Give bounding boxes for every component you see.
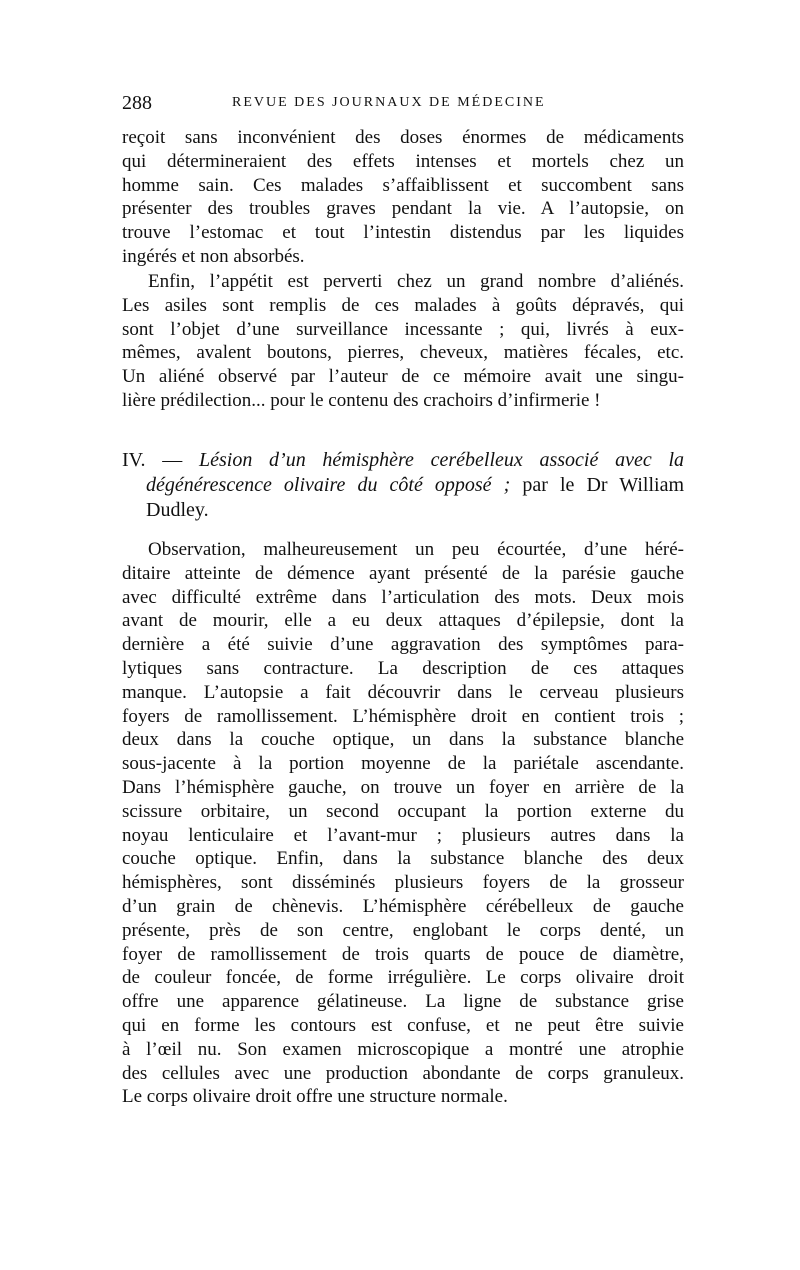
text-line: foyer de ramollissement de trois quarts de pouce de diamètre, [122,943,684,965]
section-author: par le Dr William [522,474,685,496]
text-line: sont l’objet d’une surveillance incessante ; qui, livrés à eux- [122,318,684,340]
paragraph-2 [122,270,684,413]
text-line: deux dans la couche optique, un dans la substance blanche [122,729,684,751]
running-head: REVUE DES JOURNAUX DE MÉDECINE [232,95,546,110]
text-line: Observation, malheureusement un peu écourtée, d’une héré- [148,539,684,560]
page-number: 288 [122,92,152,114]
text-line: offre une apparence gélatineuse. La ligne de substance grise [122,991,684,1013]
heading-line-1 [122,448,684,473]
text-line: reçoit sans inconvénient des doses énormes de médicaments [122,127,684,148]
text-line: Un aliéné observé par l’auteur de ce mémoire avait une singu- [122,366,684,388]
text-line: Dans l’hémisphère gauche, on trouve un foyer en arrière de la [122,776,684,798]
section-number: IV. — [122,449,183,471]
text-line: sous-jacente à la portion moyenne de la pariétale ascendante. [122,753,684,775]
text-line: Enfin, l’appétit est perverti chez un grand nombre d’aliénés. [148,271,684,292]
text-line: foyers de ramollissement. L’hémisphère droit en contient trois ; [122,705,684,727]
text-line: hémisphères, sont disséminés plusieurs foyers de la grosseur [122,872,684,894]
section-heading [122,448,684,523]
text-line: à l’œil nu. Son examen microscopique a montré une atrophie [122,1038,684,1060]
text-line: Les asiles sont remplis de ces malades à goûts dépravés, qui [122,294,684,316]
text-line: homme sain. Ces malades s’affaiblissent et succombent sans [122,174,684,196]
text-line: présente, près de son centre, englobant le corps denté, un [122,919,684,941]
text-line: avec difficulté extrême dans l’articulation des mots. Deux mois [122,586,684,608]
text-line: qui en forme les contours est confuse, et ne peut être suivie [122,1014,684,1036]
section-title-italic-1: Lésion d’un hémisphère cerébelleux associé avec la [198,449,684,471]
paragraph-1 [122,126,684,269]
text-line: trouve l’estomac et tout l’intestin distendus par les liquides [122,222,684,244]
text-line: mêmes, avalent boutons, pierres, cheveux, matières fécales, etc. [122,342,684,364]
text-line: des cellules avec une production abondante de corps granuleux. [122,1062,684,1084]
heading-line-2 [122,473,684,498]
text-line: scissure orbitaire, un second occupant la portion externe du [122,800,684,822]
page-header [122,92,682,116]
text-line: dernière a été suivie d’une aggravation des symptômes para- [122,634,684,656]
text-line: Le corps olivaire droit offre une structure normale. [122,1086,508,1108]
text-line: qui détermineraient des effets intenses et mortels chez un [122,150,684,172]
text-line: ditaire atteinte de démence ayant présenté de la parésie gauche [122,562,684,584]
text-line: lière prédilection... pour le contenu des crachoirs d’infirmerie ! [122,389,601,411]
text-line: ingérés et non absorbés. [122,245,305,267]
text-line: manque. L’autopsie a fait découvrir dans le cerveau plusieurs [122,681,684,703]
text-line: lytiques sans contracture. La description de ces attaques [122,657,684,679]
text-line: d’un grain de chènevis. L’hémisphère cérébelleux de gauche [122,895,684,917]
section-title-italic-2: dégénérescence olivaire du côté opposé ; [146,474,511,496]
text-line: de couleur foncée, de forme irrégulière. Le corps olivaire droit [122,967,684,989]
text-line: présenter des troubles graves pendant la vie. A l’autopsie, on [122,198,684,220]
text-line: avant de mourir, elle a eu deux attaques d’épilepsie, dont la [122,610,684,632]
text-line: couche optique. Enfin, dans la substance blanche des deux [122,848,684,870]
section-author-name: Dudley. [146,499,209,521]
paragraph-3 [122,538,684,1109]
text-line: noyau lenticulaire et l’avant-mur ; plusieurs autres dans la [122,824,684,846]
